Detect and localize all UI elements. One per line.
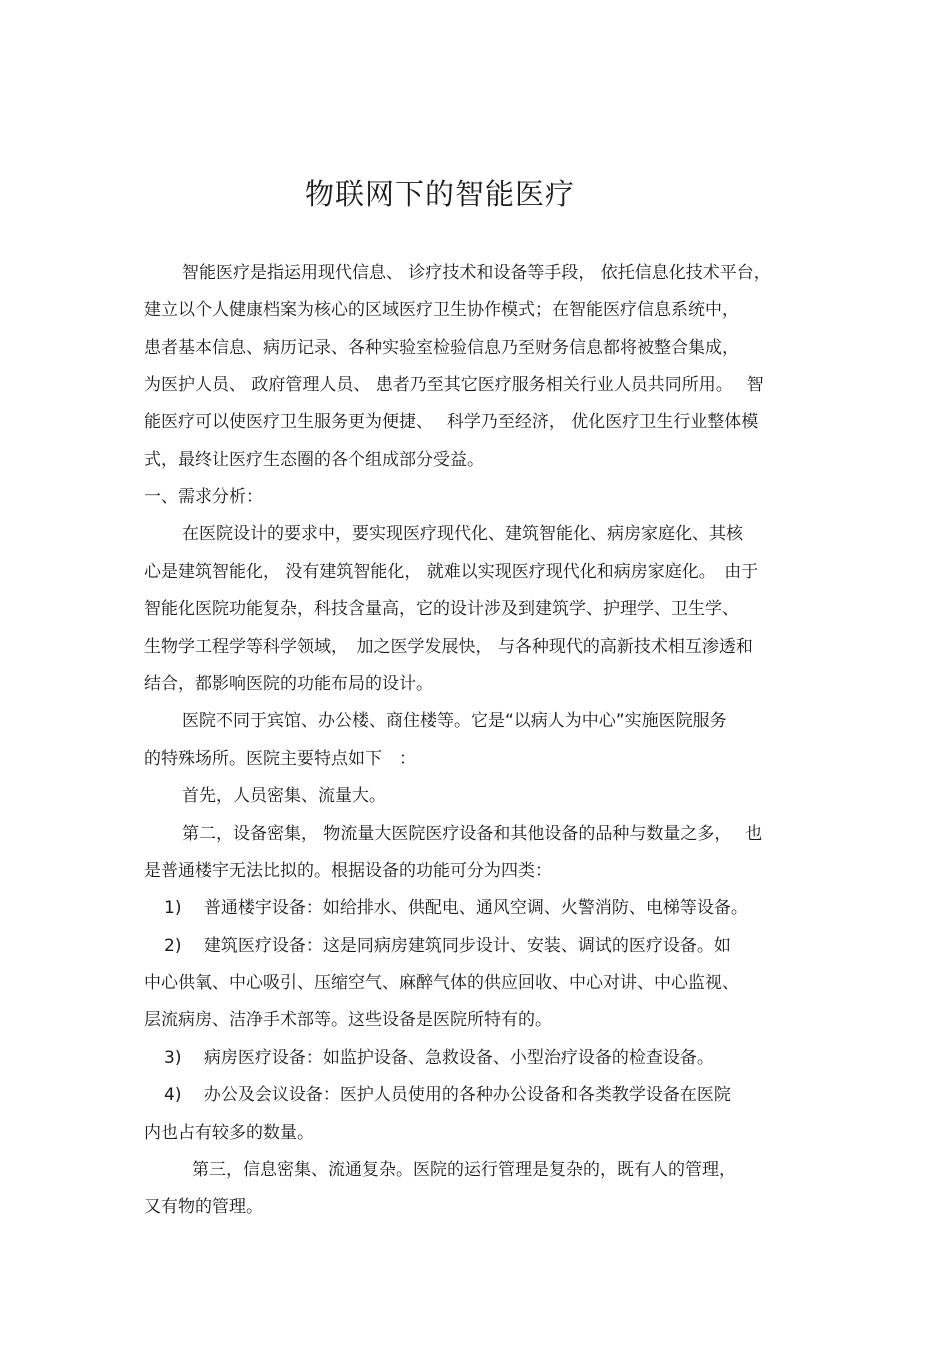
paragraph-line: 建立以个人健康档案为核心的区域医疗卫生协作模式；在智能医疗信息系统中，: [144, 300, 739, 320]
list-item: 1) 普通楼宇设备：如给排水、供配电、通风空调、火警消防、电梯等设备。: [164, 898, 748, 918]
paragraph-line: 智能医疗是指运用现代信息、 诊疗技术和设备等手段， 依托信息化技术平台，: [182, 263, 771, 283]
paragraph-line: 又有物的管理。: [144, 1197, 263, 1217]
paragraph-line: 生物学工程学等科学领域， 加之医学发展快， 与各种现代的高新技术相互渗透和: [144, 637, 753, 657]
document-title: 物联网下的智能医疗: [304, 177, 575, 211]
paragraph-line: 首先，人员密集、流量大。: [182, 786, 386, 806]
section-heading: 一、需求分析：: [144, 487, 263, 507]
paragraph-line: 能医疗可以使医疗卫生服务更为便捷、 科学乃至经济， 优化医疗卫生行业整体模: [144, 412, 759, 432]
paragraph-line: 是普通楼宇无法比拟的。根据设备的功能可分为四类：: [144, 861, 552, 881]
list-item: 4) 办公及会议设备：医护人员使用的各种办公设备和各类教学设备在医院: [164, 1085, 731, 1105]
paragraph-line: 为医护人员、 政府管理人员、 患者乃至其它医疗服务相关行业人员共同所用。 智: [144, 375, 764, 395]
paragraph-line: 式，最终让医疗生态圈的各个组成部分受益。: [144, 450, 484, 470]
paragraph-line: 第三，信息密集、流通复杂。医院的运行管理是复杂的，既有人的管理，: [192, 1160, 736, 1180]
list-item: 2) 建筑医疗设备：这是同病房建筑同步设计、安装、调试的医疗设备。如: [164, 936, 731, 956]
paragraph-line: 在医院设计的要求中，要实现医疗现代化、建筑智能化、病房家庭化、其核: [182, 524, 743, 544]
paragraph-line: 层流病房、洁净手术部等。这些设备是医院所特有的。: [144, 1010, 552, 1030]
paragraph-line: 结合，都影响医院的功能布局的设计。: [144, 674, 433, 694]
paragraph-line: 中心供氧、中心吸引、压缩空气、麻醉气体的供应回收、中心对讲、中心监视、: [144, 973, 739, 993]
paragraph-line: 第二，设备密集， 物流量大医院医疗设备和其他设备的品种与数量之多， 也: [182, 824, 763, 844]
list-item: 3) 病房医疗设备：如监护设备、急救设备、小型治疗设备的检查设备。: [164, 1048, 714, 1068]
paragraph-line: 智能化医院功能复杂，科技含量高，它的设计涉及到建筑学、护理学、卫生学、: [144, 599, 739, 619]
paragraph-line: 医院不同于宾馆、办公楼、商住楼等。它是“以病人为中心”实施医院服务: [182, 711, 727, 731]
paragraph-line: 心是建筑智能化， 没有建筑智能化， 就难以实现医疗现代化和病房家庭化。 由于: [144, 562, 759, 582]
paragraph-line: 的特殊场所。医院主要特点如下 ：: [144, 749, 416, 769]
paragraph-line: 内也占有较多的数量。: [144, 1123, 314, 1143]
paragraph-line: 患者基本信息、病历记录、各种实验室检验信息乃至财务信息都将被整合集成，: [144, 338, 739, 358]
